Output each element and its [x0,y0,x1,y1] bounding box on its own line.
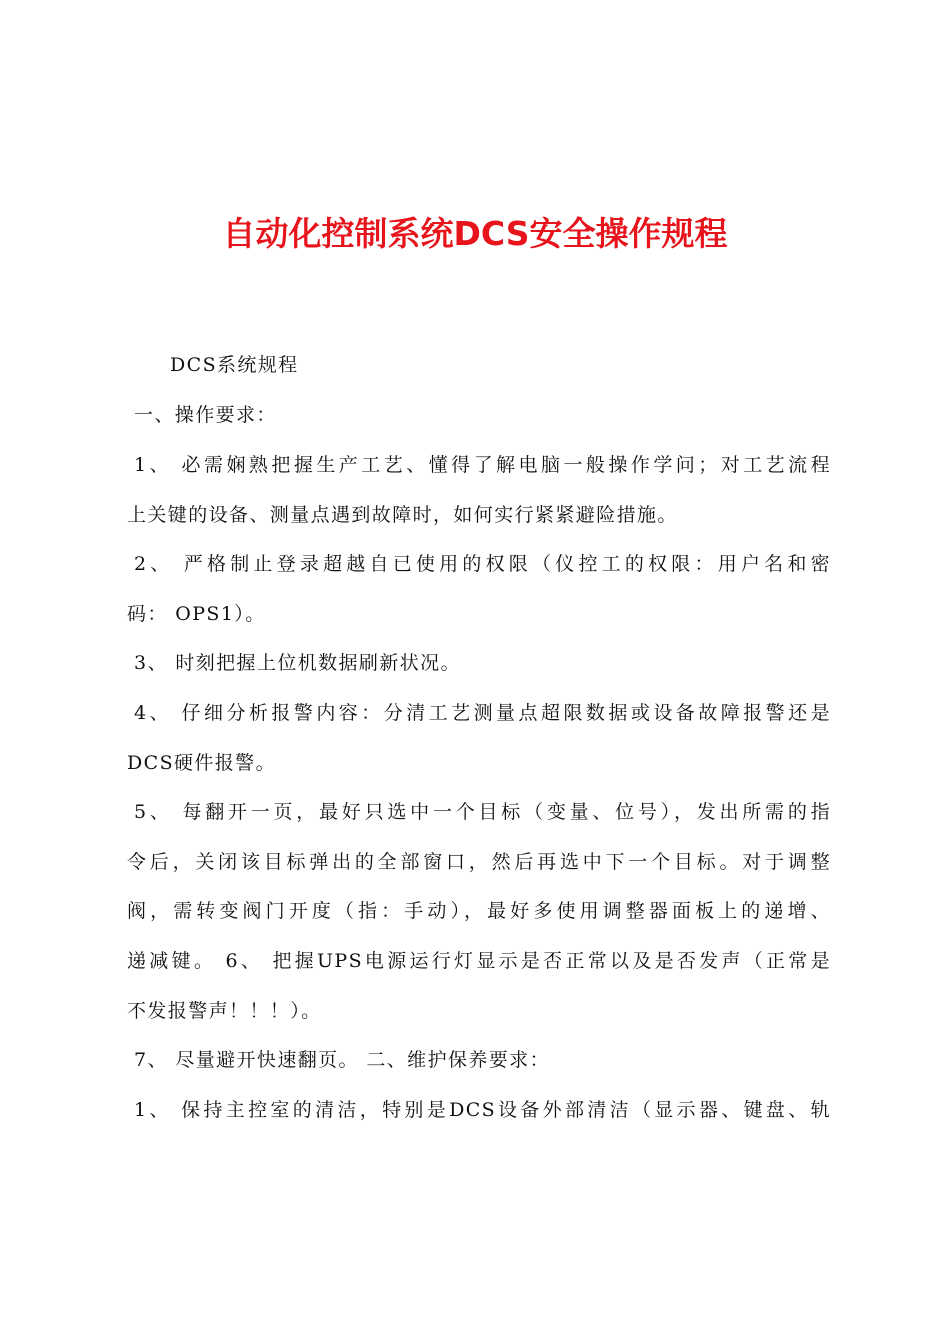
section-heading-dcs: DCS系统规程 [170,354,299,376]
paragraph-line: 不发报警声！！！）。 [127,1000,322,1022]
document-title: 自动化控制系统DCS安全操作规程 [222,214,728,253]
paragraph-line: 阀，需转变阀门开度（指：手动），最好多使用调整器面板上的递增、 [127,900,831,922]
paragraph-line: DCS硬件报警。 [127,752,276,774]
paragraph-line: 3、 时刻把握上位机数据刷新状况。 [134,652,461,674]
paragraph-line: 1、 必需娴熟把握生产工艺、懂得了解电脑一般操作学问；对工艺流程 [134,454,831,476]
paragraph-line: 4、 仔细分析报警内容：分清工艺测量点超限数据或设备故障报警还是 [134,702,831,724]
paragraph-line: 上关键的设备、测量点遇到故障时，如何实行紧紧避险措施。 [127,504,678,526]
paragraph-line: 递减键。 6、 把握UPS电源运行灯显示是否正常以及是否发声（正常是 [127,950,831,972]
paragraph-line: 5、 每翻开一页，最好只选中一个目标（变量、位号），发出所需的指 [134,801,831,823]
paragraph-line: 2、 严格制止登录超越自已使用的权限（仪控工的权限：用户名和密 [134,553,831,575]
section-heading-operation: 一、操作要求： [134,404,277,426]
paragraph-line: 1、 保持主控室的清洁，特别是DCS设备外部清洁（显示器、键盘、轨 [134,1099,831,1121]
paragraph-line: 令后，关闭该目标弹出的全部窗口，然后再选中下一个目标。对于调整 [127,851,831,873]
paragraph-line: 码： OPS1）。 [127,603,266,625]
paragraph-line: 7、 尽量避开快速翻页。 二、维护保养要求： [134,1049,550,1071]
